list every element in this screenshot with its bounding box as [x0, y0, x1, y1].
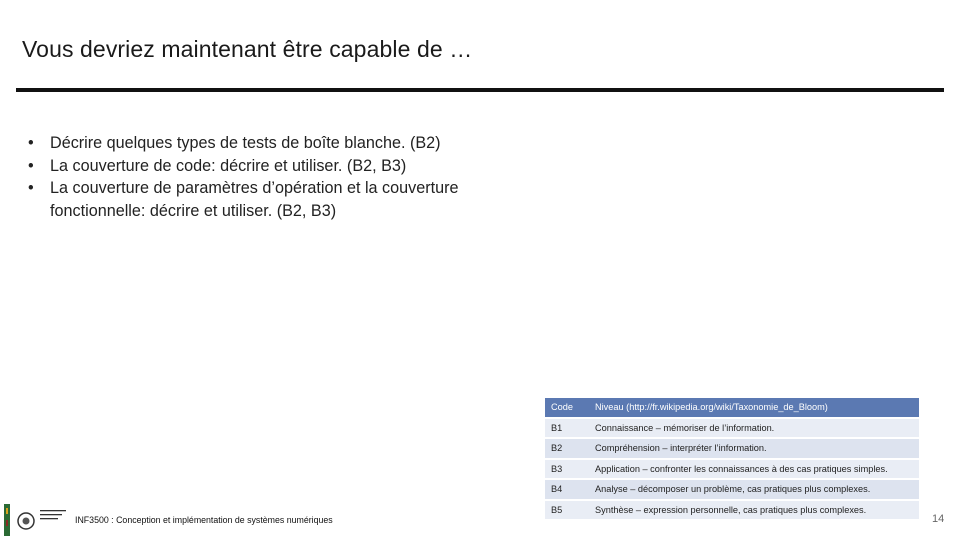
- row-text: Application – confronter les connaissances à des cas pratiques simples.: [589, 460, 919, 479]
- logo-text-line: [40, 510, 66, 511]
- bullet-item: [28, 177, 468, 222]
- logo-stripe-accent: [6, 520, 8, 526]
- slide-title: Vous devriez maintenant être capable de …: [22, 36, 473, 62]
- bullet-item: [28, 155, 468, 178]
- polytechnique-logo: [2, 502, 72, 538]
- header-niveau: Niveau (http://fr.wikipedia.org/wiki/Taxonomie_de_Bloom): [589, 398, 919, 417]
- row-code: B4: [545, 480, 589, 499]
- row-code: B3: [545, 460, 589, 479]
- bullet-text: La couverture de code: décrire et utiliser. (B2, B3): [50, 156, 407, 175]
- logo-stripe-accent: [6, 508, 8, 514]
- row-text: Analyse – décomposer un problème, cas pratiques plus complexes.: [589, 480, 919, 499]
- table-row: [545, 439, 919, 458]
- logo-text-line: [40, 518, 58, 519]
- bullet-item: [28, 132, 468, 155]
- row-text: Compréhension – interpréter l’information.: [589, 439, 919, 458]
- row-code: B1: [545, 419, 589, 438]
- row-text: Connaissance – mémoriser de l’information.: [589, 419, 919, 438]
- table-row: [545, 419, 919, 438]
- title-divider: [16, 88, 944, 92]
- row-code: B2: [545, 439, 589, 458]
- bloom-taxonomy-table: [545, 396, 919, 521]
- table-header-row: [545, 398, 919, 417]
- bullet-list: [28, 132, 468, 222]
- table-row: [545, 460, 919, 479]
- table-row: [545, 480, 919, 499]
- header-code: Code: [545, 398, 589, 417]
- table-row: [545, 501, 919, 520]
- row-code: B5: [545, 501, 589, 520]
- logo-text-line: [40, 514, 62, 515]
- bullet-text: La couverture de paramètres d’opération et la couverture fonctionnelle: décrire et utiliser. (B2, B3): [50, 179, 459, 220]
- page-number: 14: [932, 513, 945, 525]
- bullet-glyph: •: [28, 156, 34, 175]
- logo-seal-center: [23, 518, 30, 525]
- row-text: Synthèse – expression personnelle, cas pratiques plus complexes.: [589, 501, 919, 520]
- bullet-glyph: •: [28, 134, 34, 152]
- bullet-text: Décrire quelques types de tests de boîte blanche. (B2): [50, 134, 441, 152]
- bullet-glyph: •: [28, 179, 34, 197]
- footer-course-title: INF3500 : Conception et implémentation de systèmes numériques: [75, 515, 333, 525]
